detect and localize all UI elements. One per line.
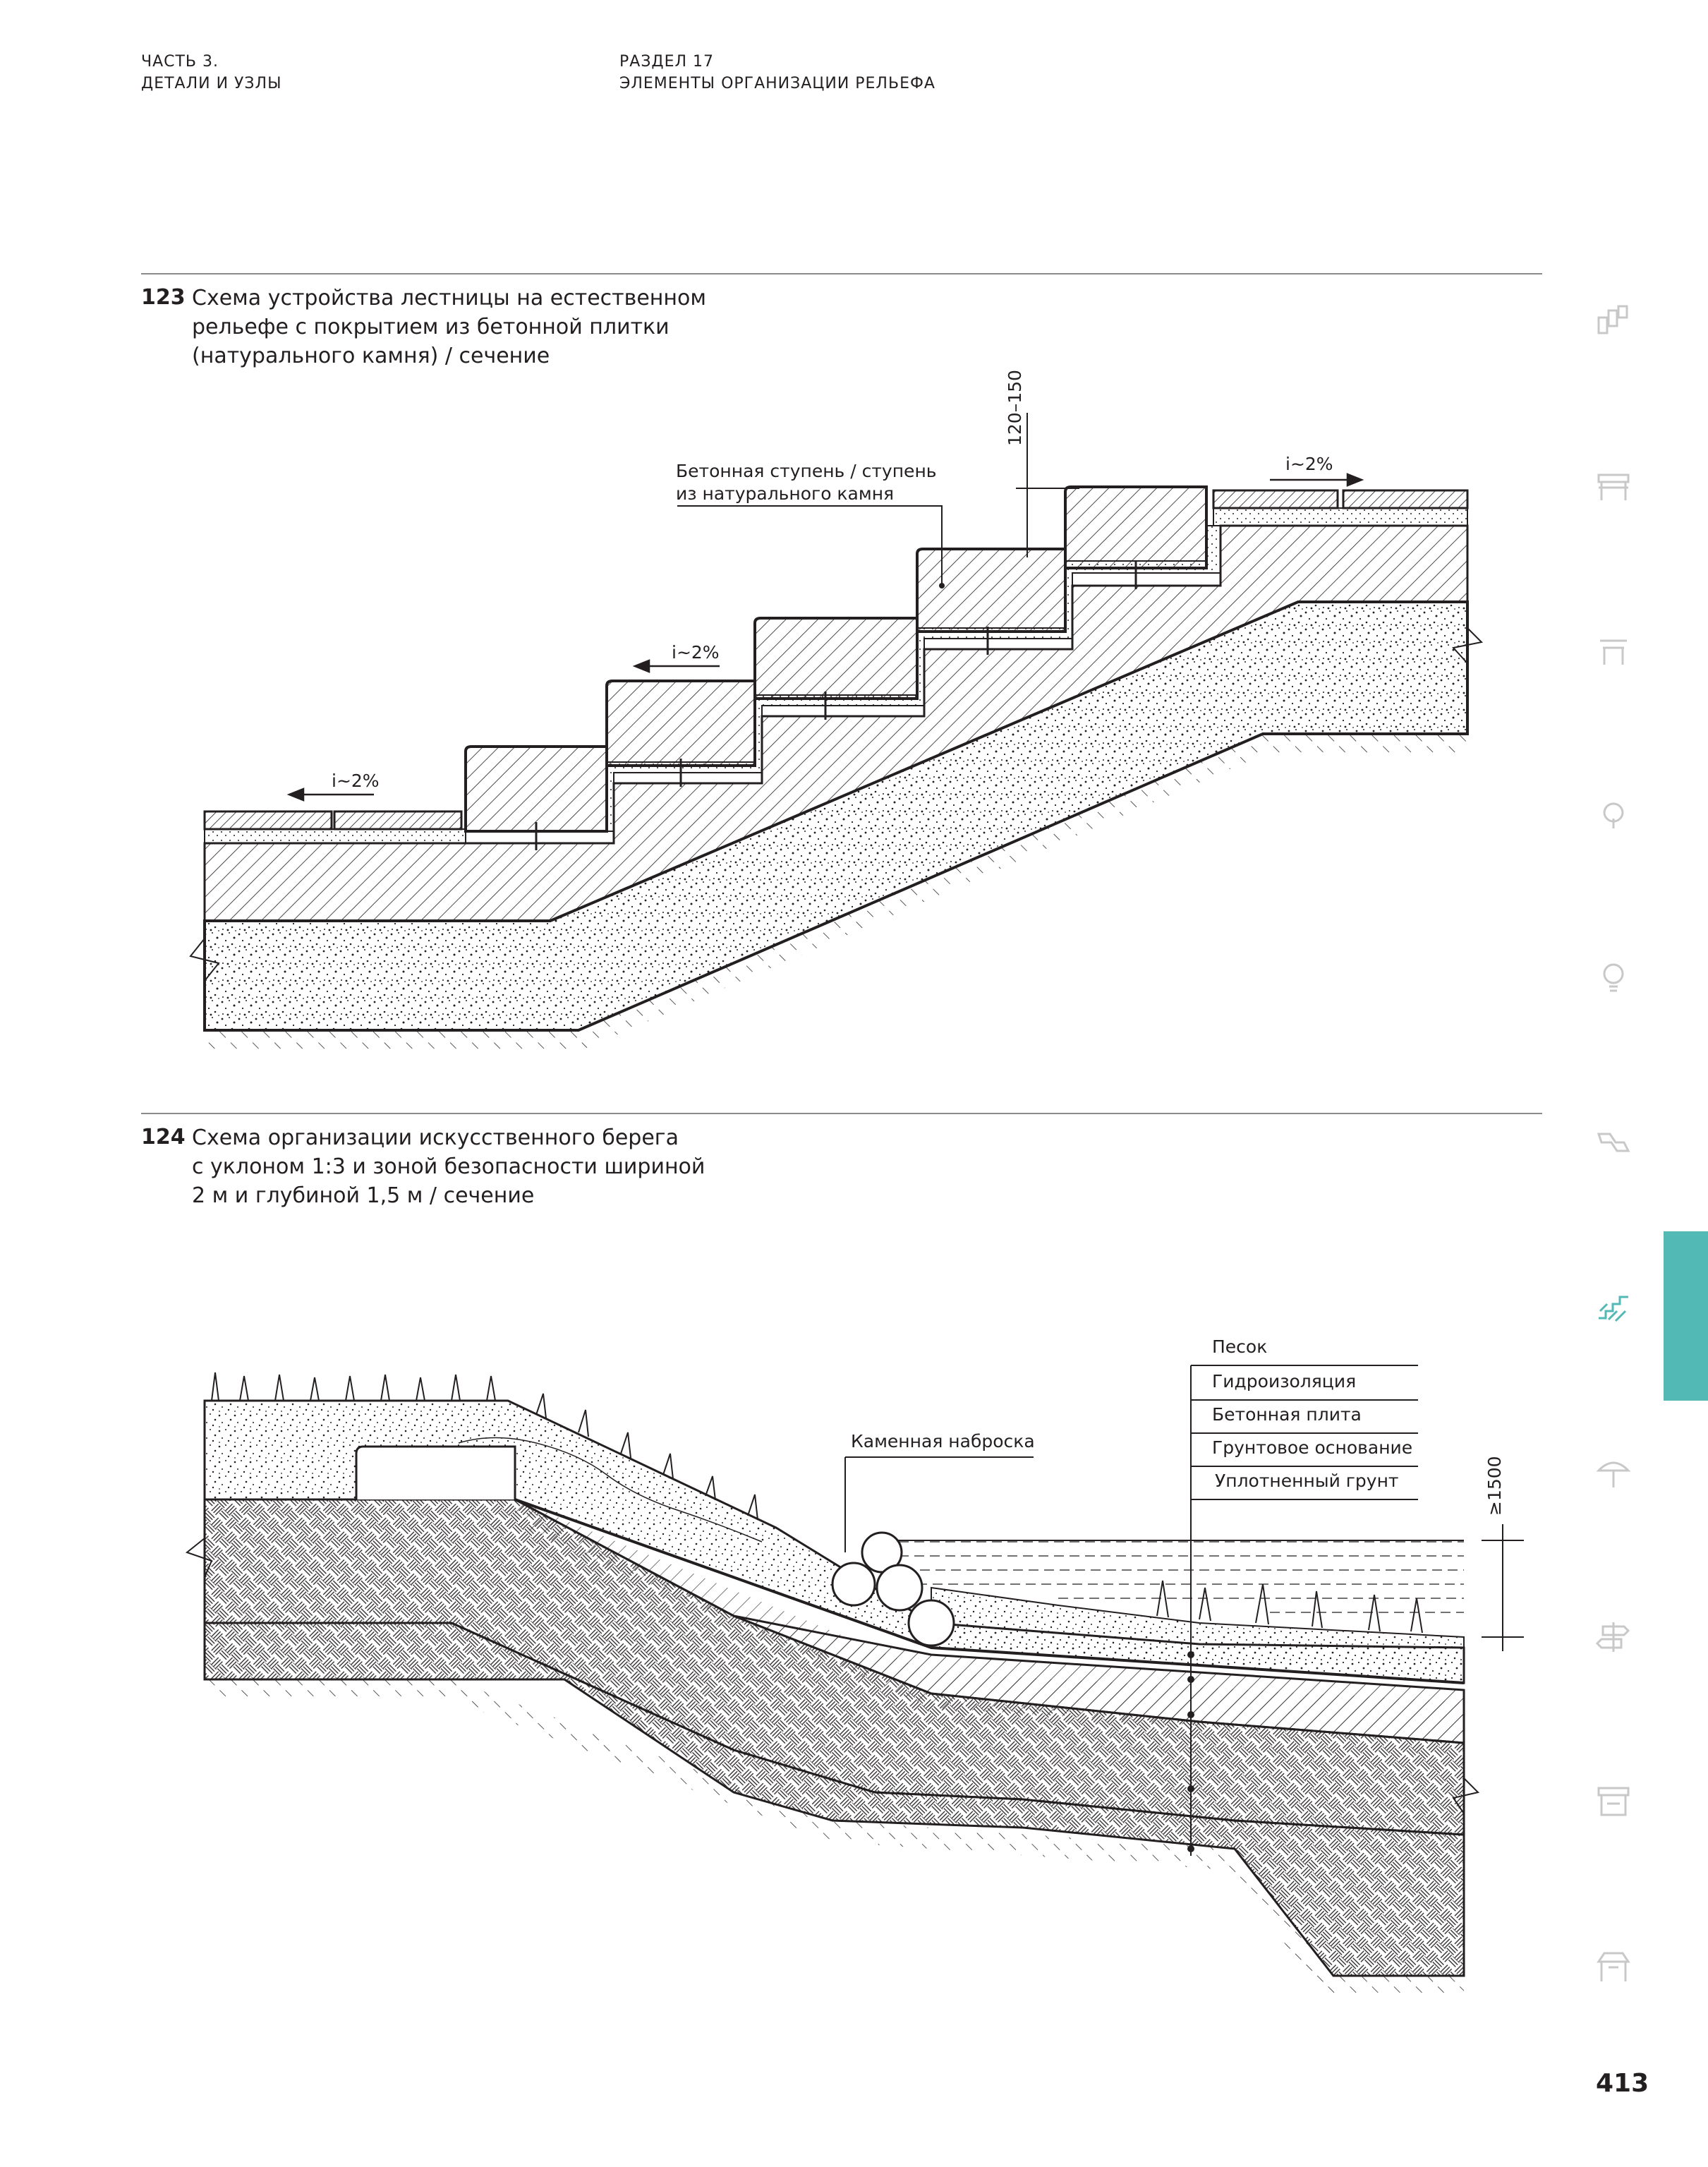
slope-label-bottom: i~2% xyxy=(332,771,380,791)
step-label: Бетонная ступень / ступень из натурального камня xyxy=(676,461,937,504)
step-block xyxy=(466,747,607,831)
paving-slab xyxy=(1213,490,1338,508)
gazebo-icon[interactable] xyxy=(1596,634,1631,669)
signpost-icon[interactable] xyxy=(1596,1619,1631,1655)
depth-dimension: ≥1500 xyxy=(1484,1456,1505,1516)
part-title: ДЕТАЛИ И УЗЛЫ xyxy=(141,75,282,92)
umbrella-icon[interactable] xyxy=(1596,1455,1631,1490)
tree-icon[interactable] xyxy=(1596,797,1631,833)
lamp-icon[interactable] xyxy=(1596,961,1631,996)
layer-label-compacted-soil: Уплотненный грунт xyxy=(1215,1471,1399,1491)
active-section-tab[interactable] xyxy=(1664,1231,1708,1401)
figure-124-number: 124 xyxy=(141,1125,186,1149)
figure-123-number: 123 xyxy=(141,285,186,310)
section-number: РАЗДЕЛ 17 xyxy=(619,53,715,71)
section-title: ЭЛЕМЕНТЫ ОРГАНИЗАЦИИ РЕЛЬЕФА xyxy=(619,75,935,92)
figure-123-rule xyxy=(141,273,1542,274)
kiosk-icon[interactable] xyxy=(1596,1784,1631,1819)
figure-124-title: Схема организации искусственного берега с уклоном 1:3 и зоной безопасности шириной 2 м и глубиной 1,5 м / сечение xyxy=(192,1125,705,1208)
paving-sand xyxy=(205,829,466,843)
step-height-dimension: 120–150 xyxy=(1005,370,1025,446)
path-icon[interactable] xyxy=(1596,1127,1631,1162)
step-block xyxy=(917,549,1065,632)
layer-label-waterproofing: Гидроизоляция xyxy=(1212,1371,1357,1392)
part-header xyxy=(141,51,281,95)
step-block xyxy=(755,618,917,699)
layer-label-ground-base: Грунтовое основание xyxy=(1212,1437,1413,1458)
step-block xyxy=(607,681,755,766)
section-header xyxy=(619,51,935,95)
relief-icon[interactable] xyxy=(1596,1290,1631,1325)
step-block xyxy=(1065,487,1206,568)
paving-slab xyxy=(1343,490,1467,508)
shore-section-drawing xyxy=(0,1327,1552,2004)
slope-label-middle: i~2% xyxy=(672,642,720,663)
figure-124-rule xyxy=(141,1113,1542,1114)
step-callout-leader xyxy=(677,506,942,586)
buildings-icon[interactable] xyxy=(1596,303,1631,339)
layer-label-sand: Песок xyxy=(1212,1336,1268,1357)
pavilion-icon[interactable] xyxy=(1596,1949,1631,1984)
raised-block xyxy=(356,1447,515,1499)
paving-sand xyxy=(1213,508,1467,526)
page-number: 413 xyxy=(1596,2069,1649,2098)
part-number: ЧАСТЬ 3. xyxy=(141,53,219,71)
paving-slab xyxy=(205,811,332,829)
layer-label-concrete-slab: Бетонная плита xyxy=(1212,1404,1362,1425)
riprap-label: Каменная наброска xyxy=(851,1431,1035,1451)
slope-label-top: i~2% xyxy=(1285,454,1333,474)
paving-slab xyxy=(334,811,461,829)
bench-icon[interactable] xyxy=(1596,469,1631,505)
figure-123-title: Схема устройства лестницы на естественном рельефе с покрытием из бетонной плитки (натурального камня) / сечение xyxy=(192,286,706,368)
